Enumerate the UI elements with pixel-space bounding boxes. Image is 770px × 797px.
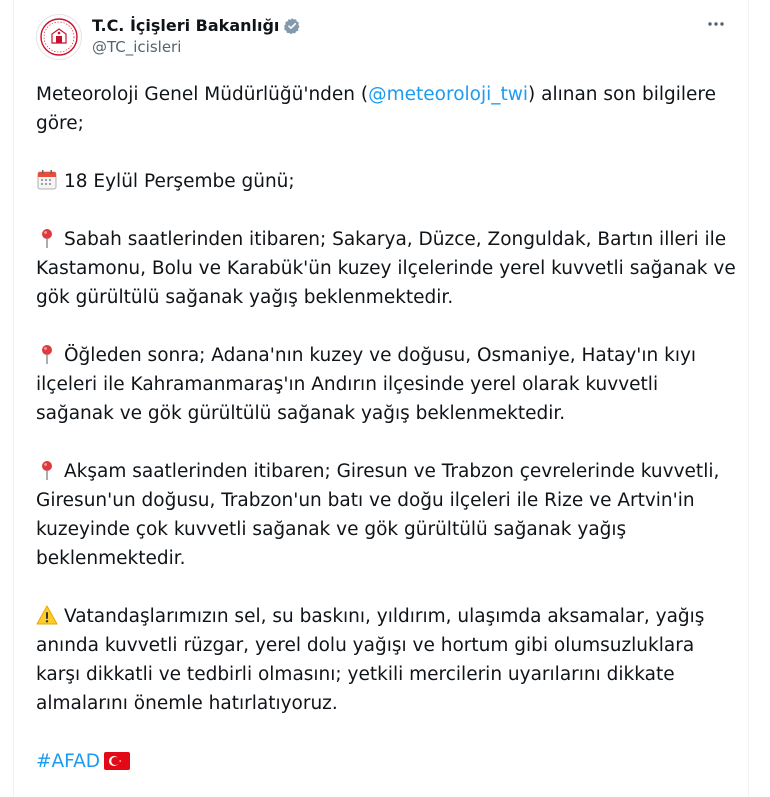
afternoon-paragraph: [36, 341, 736, 428]
author-names: [92, 15, 301, 58]
warning-text: Vatandaşlarımızın sel, su baskını, yıldırım, ulaşımda aksamalar, yağış anında kuvvetli rüzgar, yerel dolu yağışı ve hortum gibi olumsuzluklara karşı dikkatli ve tedbirli olmasını; yetkili mercilerin uyarılarını dikkate almalarını önemle hatırlatıyoruz.: [36, 606, 705, 714]
date-paragraph: [36, 167, 736, 196]
ministry-seal-icon: [39, 17, 79, 57]
more-options-icon[interactable]: [702, 14, 730, 38]
mention-link[interactable]: @meteoroloji_twi: [368, 84, 529, 105]
evening-text: Akşam saatlerinden itibaren; Giresun ve Trabzon çevrelerinde kuvvetli, Giresun'un doğusu, Trabzon'un batı ve doğu ilçeleri ile Rize ve Artvin'in kuzeyinde çok kuvvetli sağanak ve gök gürültülü sağanak yağış beklenmektedir.: [36, 461, 720, 569]
morning-text: Sabah saatlerinden itibaren; Sakarya, Düzce, Zonguldak, Bartın illeri ile Kastamonu, Bolu ve Karabük'ün kuzey ilçelerinde yerel kuvvetli sağanak ve gök gürültülü sağanak yağış beklenmektedir.: [36, 229, 736, 308]
afternoon-text: Öğleden sonra; Adana'nın kuzey ve doğusu, Osmaniye, Hatay'ın kıyı ilçeleri ile Kahramanmaraş'ın Andırın ilçesinde yerel olarak kuvvetli sağanak ve gök gürültülü sağanak yağış beklenmektedir.: [36, 345, 697, 424]
tweet-header: [36, 14, 730, 64]
warning-paragraph: [36, 602, 736, 718]
avatar[interactable]: [36, 14, 82, 60]
author-name-text: T.C. İçişleri Bakanlığı: [92, 16, 280, 35]
intro-text-before: Meteoroloji Genel Müdürlüğü'nden (: [36, 84, 369, 105]
tweet-card: [13, 0, 749, 797]
hashtag-link[interactable]: #AFAD: [36, 751, 101, 772]
verified-badge-icon: [283, 17, 301, 35]
morning-paragraph: [36, 225, 736, 312]
calendar-icon: [36, 169, 58, 191]
round-pushpin-icon: [36, 459, 58, 481]
hashtag-paragraph: [36, 747, 736, 776]
author-handle[interactable]: @TC_icisleri: [92, 38, 182, 56]
intro-text-after: ) alınan son bilgilere göre;: [36, 84, 716, 134]
warning-icon: [36, 604, 58, 626]
evening-paragraph: [36, 457, 736, 573]
round-pushpin-icon: [36, 227, 58, 249]
date-text: 18 Eylül Perşembe günü;: [64, 171, 295, 192]
turkey-flag-icon: [104, 752, 130, 770]
intro-paragraph: [36, 80, 736, 138]
round-pushpin-icon: [36, 343, 58, 365]
author-display-name[interactable]: [92, 15, 301, 36]
tweet-text: [36, 80, 736, 776]
